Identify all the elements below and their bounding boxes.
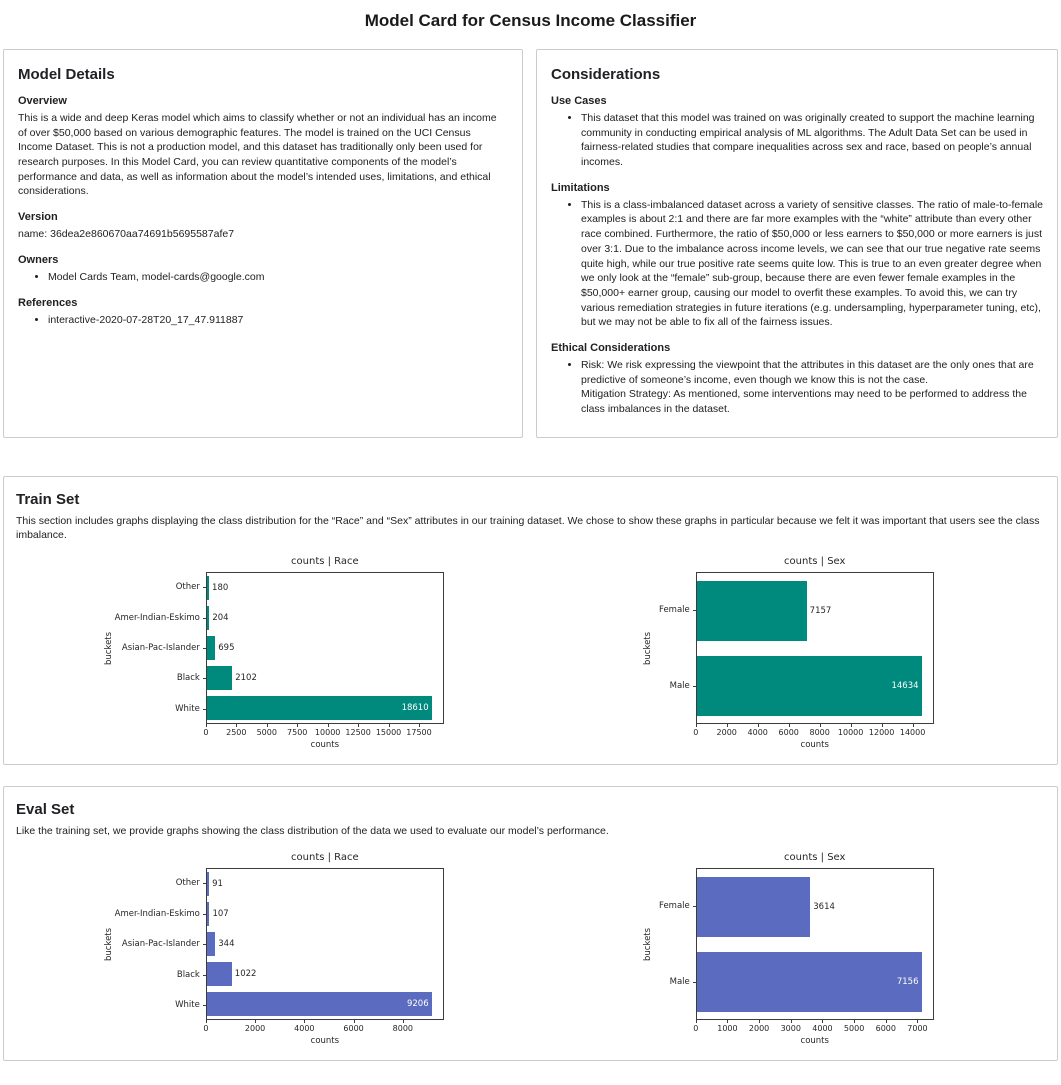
x-tick-mark bbox=[758, 724, 759, 727]
use-cases-heading: Use Cases bbox=[551, 95, 607, 107]
train-race-bar-chart bbox=[103, 556, 444, 750]
bar-value-label: 7156 bbox=[896, 976, 919, 987]
x-tick-mark bbox=[255, 1020, 256, 1023]
bar bbox=[697, 952, 922, 1012]
x-axis-label: counts bbox=[310, 1036, 340, 1047]
chart-title: counts | Sex bbox=[784, 556, 846, 568]
x-tick-mark bbox=[419, 724, 420, 727]
x-tick-mark bbox=[820, 724, 821, 727]
y-tick-labels bbox=[654, 572, 696, 724]
x-tick-mark bbox=[759, 1020, 760, 1023]
bar-value-label: 18610 bbox=[401, 703, 429, 714]
y-tick-label: White bbox=[115, 990, 206, 1020]
limitations-heading: Limitations bbox=[551, 181, 610, 194]
x-tick-label: 1000 bbox=[717, 1024, 738, 1034]
train-charts-row bbox=[16, 556, 1045, 750]
overview-text: This is a wide and deep Keras model which aims to classify whether or not an individual has an income of over $50,000 based on various demographic features. The model is trained on the UCI Census Income Dataset. This is not a production model, and this dataset has traditionally only been used for research purposes. In this Model Card, you can review quantitative components of the model’s performance and data, as well as information about the model’s intended uses, limitations, and ethical considerations. bbox=[18, 112, 497, 198]
x-tick-label: 6000 bbox=[875, 1024, 896, 1034]
x-axis-label: counts bbox=[800, 1036, 829, 1047]
y-tick-label: Other bbox=[115, 868, 206, 898]
eval-sex-bar-chart bbox=[642, 852, 934, 1046]
x-axis-label: counts bbox=[800, 740, 829, 751]
train-sex-chart-cell bbox=[531, 556, 1046, 750]
y-tick-label: Amer-Indian-Eskimo bbox=[115, 899, 206, 929]
x-tick-mark bbox=[913, 724, 914, 727]
bar-value-label: 204 bbox=[212, 613, 229, 624]
version-heading: Version bbox=[18, 211, 58, 224]
bar-value-label: 7157 bbox=[809, 605, 832, 616]
use-cases-list bbox=[551, 111, 1043, 170]
x-tick-mark bbox=[789, 724, 790, 727]
x-tick-label: 3000 bbox=[780, 1024, 801, 1034]
plot-area bbox=[206, 572, 444, 724]
x-tick-label: 6000 bbox=[343, 1024, 364, 1034]
x-tick-label: 8000 bbox=[392, 1024, 414, 1034]
x-tick-mark bbox=[403, 1020, 404, 1023]
train-race-chart-cell bbox=[16, 556, 531, 750]
x-tick-label: 10000 bbox=[314, 728, 341, 738]
x-tick-label: 2000 bbox=[716, 728, 737, 738]
x-tick-mark bbox=[727, 1020, 728, 1023]
bar bbox=[207, 962, 232, 986]
x-axis bbox=[203, 1020, 444, 1047]
x-tick-label: 17500 bbox=[406, 728, 432, 738]
owner-item: • Model Cards Team, model-cards@google.com bbox=[48, 270, 508, 285]
ethical-item bbox=[581, 358, 1043, 417]
x-tick-label: 5000 bbox=[843, 1024, 865, 1034]
x-tick-mark bbox=[267, 724, 268, 727]
x-axis bbox=[693, 724, 934, 751]
x-tick-label: 4000 bbox=[812, 1024, 833, 1034]
eval-set-section bbox=[3, 786, 1058, 1061]
considerations-title: Considerations bbox=[551, 66, 661, 83]
use-case-item: • This dataset that this model was trained on was originally created to support the machine learning community in conducting empirical analysis of ML algorithms. The Adult Data Set can be used in fairness-related studies that compare inequalities across sex and race, based on people’s annual incomes. bbox=[581, 111, 1043, 170]
x-tick-label: 6000 bbox=[778, 728, 799, 738]
x-tick-label: 12000 bbox=[868, 728, 895, 738]
model-details-title: Model Details bbox=[18, 66, 115, 83]
bar bbox=[697, 877, 811, 937]
ethical-mitigation-text: Mitigation Strategy: As mentioned, some interventions may need to be performed to address the class imbalances in the dataset. bbox=[581, 388, 1027, 415]
x-tick-mark bbox=[882, 724, 883, 727]
bar-value-label: 14634 bbox=[891, 680, 919, 691]
x-ticks bbox=[693, 724, 934, 740]
chart-title: counts | Race bbox=[291, 852, 359, 864]
x-tick-mark bbox=[791, 1020, 792, 1023]
eval-race-bar-chart bbox=[103, 852, 444, 1046]
x-tick-label: 14000 bbox=[899, 728, 926, 738]
considerations-card bbox=[536, 49, 1058, 438]
ethical-risk-text: Risk: We risk expressing the viewpoint that the attributes in this dataset are the only ones that are predictive of someone’s income, even though we know this is not the case. bbox=[581, 358, 1034, 386]
y-tick-label: White bbox=[115, 694, 206, 724]
train-set-section bbox=[3, 476, 1058, 765]
y-tick-label: Amer-Indian-Eskimo bbox=[115, 602, 206, 632]
bar bbox=[207, 636, 215, 660]
x-axis bbox=[203, 724, 444, 751]
bar bbox=[207, 932, 215, 956]
x-tick-mark bbox=[304, 1020, 305, 1023]
bar-value-label: 695 bbox=[218, 643, 235, 654]
limitation-item: • This is a class-imbalanced dataset across a variety of sensitive classes. The ratio of male-to-female examples is about 2:1 and there are far more examples with the “white” attribute than every other race combined. Furthermore, the ratio of $50,000 or less earners to $50,000 or more earners is just over 3:1. Due to the imbalance across income levels, we can see that our true negative rate seems quite high, while our true positive rate seems quite low. This is true to an even greater degree when we only look at the “female” sub-group, because there are even fewer female examples in the $50,000+ earner group, causing our model to overfit these examples. To avoid this, we can try various remediation strategies in future iterations (e.g. undersampling, hyperparameter tuning, etc), but we may not be able to fix all of the fairness issues. bbox=[581, 198, 1043, 330]
x-tick-label: 0 bbox=[203, 1024, 209, 1034]
ethical-considerations-heading: Ethical Considerations bbox=[551, 341, 671, 354]
x-tick-label: 7000 bbox=[907, 1024, 928, 1034]
y-axis-label: buckets bbox=[642, 631, 653, 665]
chart-title: counts | Race bbox=[291, 556, 359, 568]
bar bbox=[697, 581, 807, 641]
x-tick-label: 10000 bbox=[837, 728, 864, 738]
eval-sex-chart-cell bbox=[531, 852, 1046, 1046]
bar-value-label: 2102 bbox=[235, 673, 257, 684]
x-tick-mark bbox=[854, 1020, 855, 1023]
reference-item: • interactive-2020-07-28T20_17_47.911887 bbox=[48, 313, 508, 328]
x-ticks bbox=[203, 724, 444, 740]
x-tick-label: 0 bbox=[203, 728, 209, 738]
x-tick-label: 0 bbox=[693, 1024, 699, 1034]
x-tick-mark bbox=[696, 724, 697, 727]
bar-value-label: 91 bbox=[212, 879, 223, 890]
x-tick-mark bbox=[206, 724, 207, 727]
x-tick-mark bbox=[917, 1020, 918, 1023]
eval-set-description: Like the training set, we provide graphs showing the class distribution of the data we used to evaluate our model’s performance. bbox=[16, 825, 609, 838]
x-tick-label: 2000 bbox=[244, 1024, 266, 1034]
x-axis bbox=[693, 1020, 934, 1047]
owners-heading: Owners bbox=[18, 253, 59, 266]
owners-list bbox=[18, 270, 508, 285]
x-tick-label: 4000 bbox=[294, 1024, 315, 1034]
x-tick-mark bbox=[328, 724, 329, 727]
x-tick-mark bbox=[354, 1020, 355, 1023]
limitations-list bbox=[551, 198, 1043, 330]
bar-value-label: 180 bbox=[212, 583, 229, 594]
y-tick-label: Asian-Pac-Islander bbox=[115, 929, 206, 959]
bar-value-label: 344 bbox=[218, 939, 235, 950]
y-axis-label: buckets bbox=[103, 927, 114, 961]
y-tick-label: Asian-Pac-Islander bbox=[115, 633, 206, 663]
y-tick-labels bbox=[115, 572, 206, 724]
x-tick-label: 4000 bbox=[747, 728, 768, 738]
x-tick-mark bbox=[822, 1020, 823, 1023]
x-tick-mark bbox=[236, 724, 237, 727]
x-tick-mark bbox=[696, 1020, 697, 1023]
x-tick-label: 0 bbox=[693, 728, 699, 738]
chart-title: counts | Sex bbox=[784, 852, 846, 864]
x-tick-label: 15000 bbox=[375, 728, 402, 738]
model-details-card bbox=[3, 49, 523, 438]
y-tick-labels bbox=[654, 868, 696, 1020]
x-tick-mark bbox=[206, 1020, 207, 1023]
train-set-description: This section includes graphs displaying the class distribution for the “Race” and “Sex” attributes in our training dataset. We chose to show these graphs in particular because we felt it was important that users see the class imbalance. bbox=[16, 514, 1040, 541]
y-tick-label: Black bbox=[115, 663, 206, 693]
x-tick-mark bbox=[358, 724, 359, 727]
x-axis-label: counts bbox=[310, 740, 340, 751]
train-sex-bar-chart bbox=[642, 556, 934, 750]
overview-heading: Overview bbox=[18, 95, 67, 107]
x-tick-label: 5000 bbox=[256, 728, 277, 738]
plot-area bbox=[206, 868, 444, 1020]
y-axis-label: buckets bbox=[103, 631, 114, 665]
bar-value-label: 1022 bbox=[234, 969, 257, 980]
y-tick-label: Black bbox=[115, 959, 206, 989]
train-set-title: Train Set bbox=[16, 490, 80, 508]
y-tick-label: Female bbox=[654, 868, 696, 944]
bar-value-label: 3614 bbox=[813, 901, 835, 912]
ethical-considerations-list bbox=[551, 358, 1043, 417]
page-title: Model Card for Census Income Classifier bbox=[364, 11, 697, 30]
bar bbox=[207, 992, 432, 1016]
top-cards-row bbox=[3, 49, 1058, 438]
bar bbox=[207, 666, 232, 690]
x-ticks bbox=[203, 1020, 444, 1036]
eval-charts-row bbox=[16, 852, 1045, 1046]
x-tick-label: 2500 bbox=[226, 728, 247, 738]
y-tick-label: Other bbox=[115, 572, 206, 602]
bar bbox=[697, 656, 922, 716]
y-tick-label: Male bbox=[654, 944, 696, 1020]
y-tick-label: Female bbox=[654, 572, 696, 648]
x-tick-mark bbox=[886, 1020, 887, 1023]
x-tick-label: 8000 bbox=[809, 728, 830, 738]
x-tick-mark bbox=[851, 724, 852, 727]
y-tick-labels bbox=[115, 868, 206, 1020]
x-tick-label: 12500 bbox=[345, 728, 371, 738]
x-tick-label: 2000 bbox=[748, 1024, 770, 1034]
plot-area bbox=[696, 572, 934, 724]
x-tick-mark bbox=[297, 724, 298, 727]
references-heading: References bbox=[18, 296, 78, 309]
x-tick-mark bbox=[727, 724, 728, 727]
x-ticks bbox=[693, 1020, 934, 1036]
references-list bbox=[18, 313, 508, 328]
y-tick-label: Male bbox=[654, 648, 696, 724]
version-text: name: 36dea2e860670aa74691b5695587afe7 bbox=[18, 228, 235, 241]
eval-race-chart-cell bbox=[16, 852, 531, 1046]
eval-set-title: Eval Set bbox=[16, 801, 75, 819]
x-tick-label: 7500 bbox=[287, 728, 308, 738]
y-axis-label: buckets bbox=[642, 927, 653, 961]
bar-value-label: 9206 bbox=[406, 999, 429, 1010]
plot-area bbox=[696, 868, 934, 1020]
bar bbox=[207, 696, 432, 720]
bar-value-label: 107 bbox=[212, 909, 229, 920]
x-tick-mark bbox=[389, 724, 390, 727]
